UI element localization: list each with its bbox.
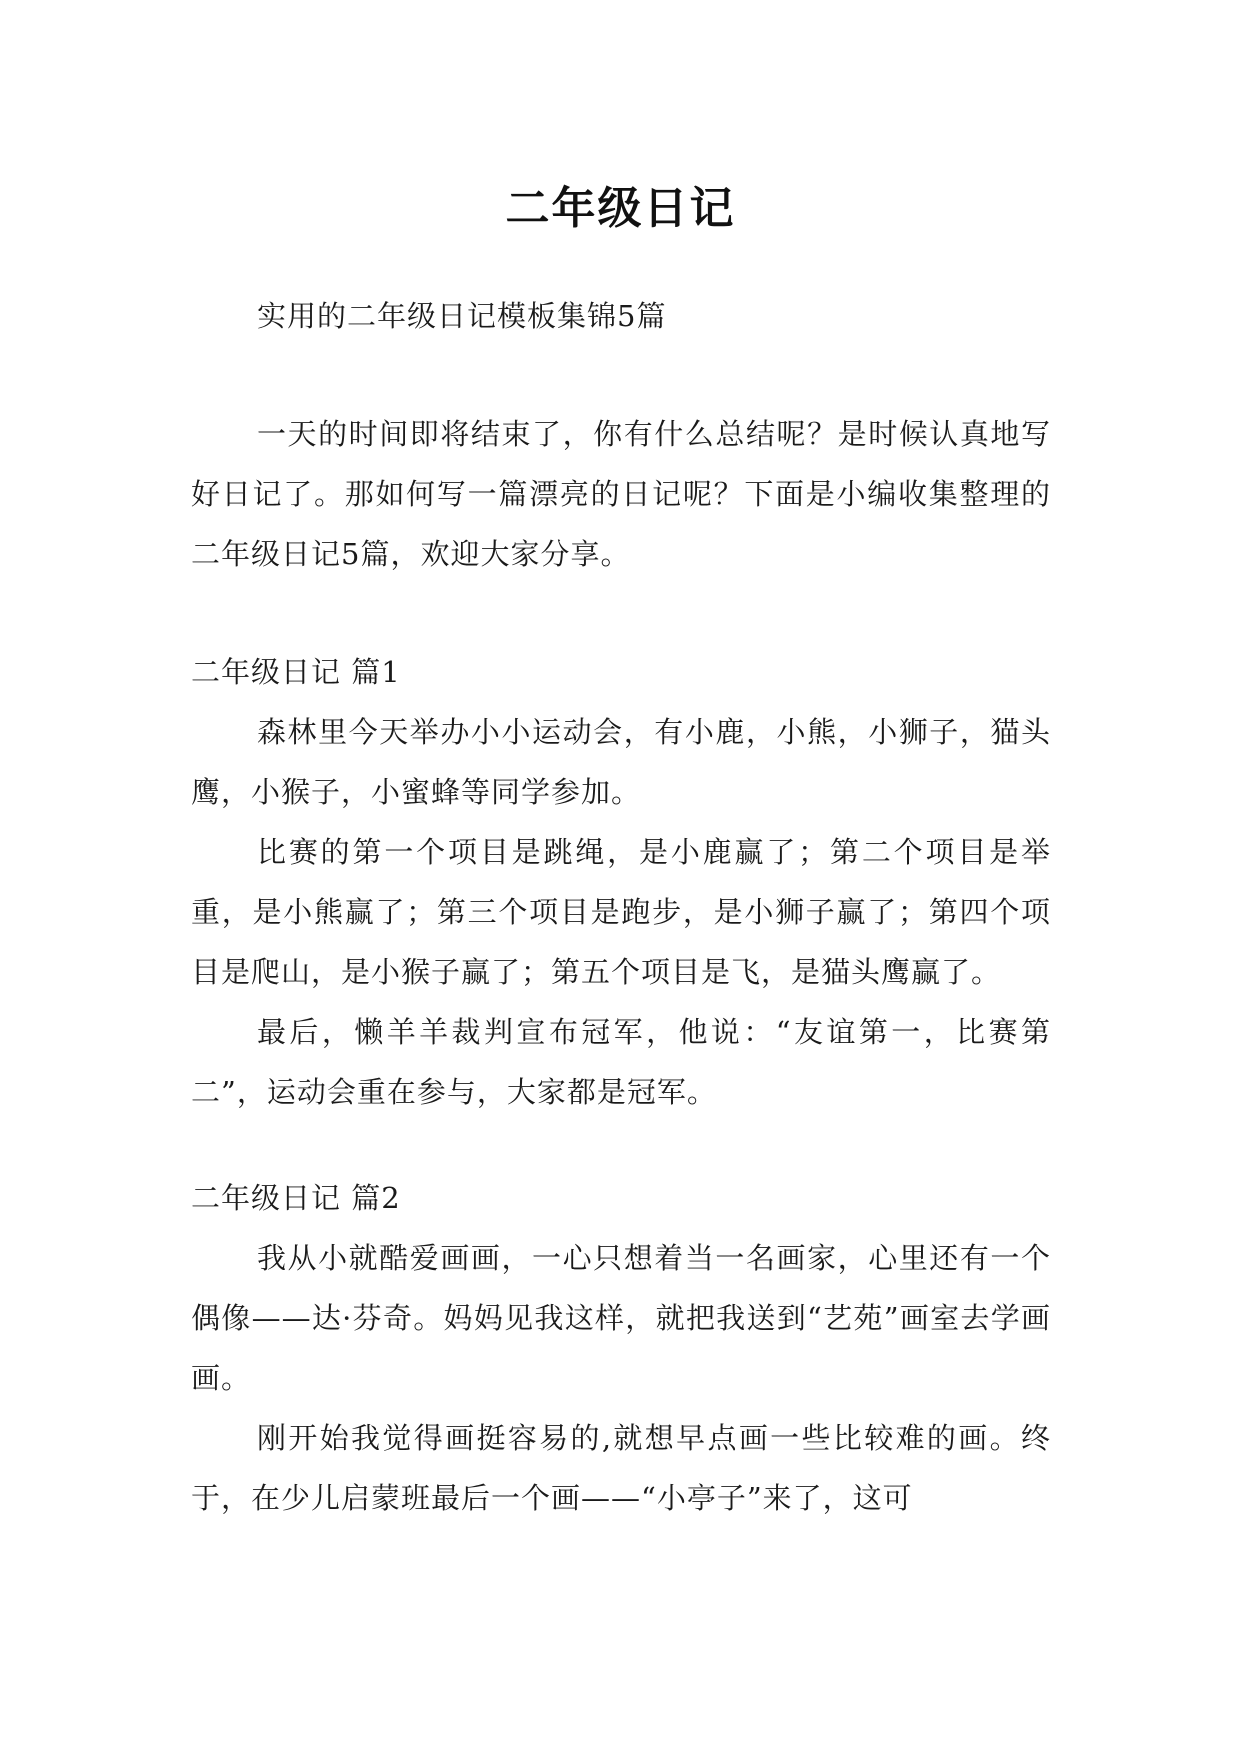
section-1-paragraph-3: 最后，懒羊羊裁判宣布冠军，他说：“友谊第一，比赛第二”，运动会重在参与，大家都是冠军。 [191,1015,1051,1109]
spacer [191,346,1051,404]
section-1-paragraph-2: 比赛的第一个项目是跳绳，是小鹿赢了；第二个项目是举重，是小熊赢了；第三个项目是跑步，是小狮子赢了；第四个项目是爬山，是小猴子赢了；第五个项目是飞，是猫头鹰赢了。 [191,835,1051,989]
section-2-paragraph-2: 刚开始我觉得画挺容易的,就想早点画一些比较难的画。终于，在少儿启蒙班最后一个画——“小亭子”来了，这可 [191,1421,1051,1515]
subtitle-paragraph: 实用的二年级日记模板集锦5篇 [257,299,667,333]
document-body [191,286,1051,1528]
spacer [191,584,1051,642]
document-title: 二年级日记 [505,183,736,235]
section-1-paragraph-1: 森林里今天举办小小运动会，有小鹿，小熊，小狮子，猫头鹰，小猴子，小蜜蜂等同学参加。 [191,715,1051,809]
intro-paragraph: 一天的时间即将结束了，你有什么总结呢？是时候认真地写好日记了。那如何写一篇漂亮的日记呢？下面是小编收集整理的二年级日记5篇，欢迎大家分享。 [191,417,1051,571]
spacer [191,1122,1051,1168]
section-2-paragraph-1: 我从小就酷爱画画，一心只想着当一名画家，心里还有一个偶像——达·芬奇。妈妈见我这样，就把我送到“艺苑”画室去学画画。 [191,1241,1051,1395]
section-heading-1: 二年级日记 篇1 [191,655,401,689]
section-heading-2: 二年级日记 篇2 [191,1181,401,1215]
